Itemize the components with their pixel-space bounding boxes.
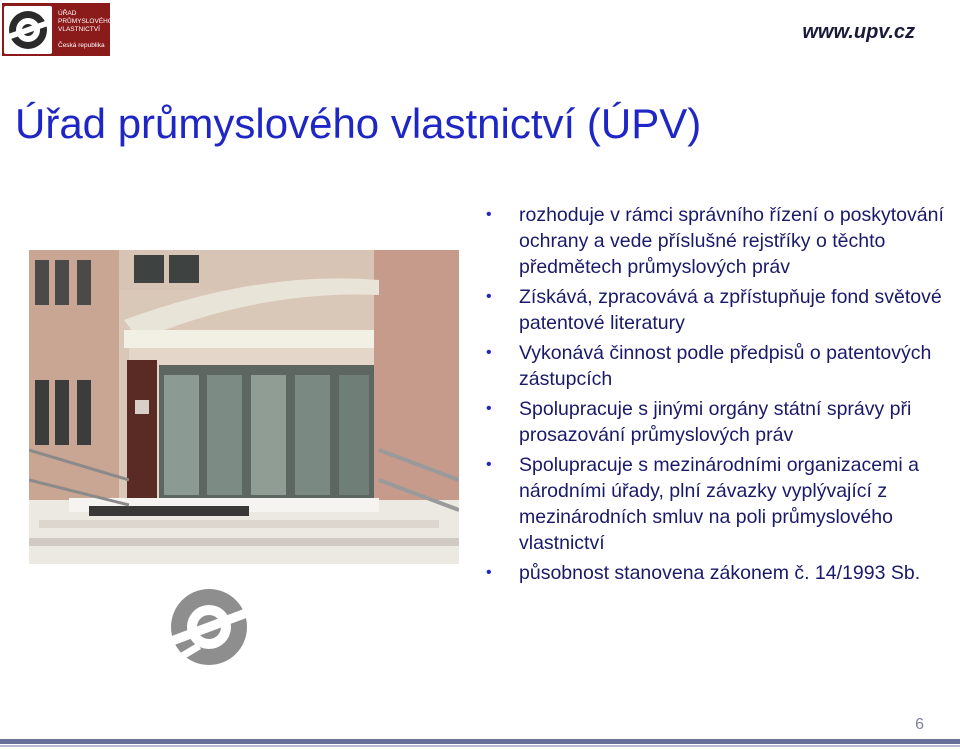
bullet-item: • působnost stanovena zákonem č. 14/1993 Sb. — [486, 560, 956, 586]
footer-divider-light — [0, 745, 960, 747]
page-number: 6 — [915, 716, 924, 733]
bullet-item: • rozhoduje v rámci správního řízení o poskytování ochrany a vede příslušné rejstříky o těchto předmětech průmyslových práv — [486, 202, 956, 280]
website-url: www.upv.cz — [802, 21, 915, 43]
logo-text: ÚŘAD PRŮMYSLOVÉHO VLASTNICTVÍ Česká republika — [58, 9, 113, 49]
slide-title: Úřad průmyslového vlastnictví (ÚPV) — [15, 100, 702, 147]
bullet-item: • Spolupracuje s jinými orgány státní správy při prosazování průmyslových práv — [486, 396, 956, 448]
upv-logo — [2, 3, 113, 56]
building-entrance-photo — [29, 250, 459, 564]
bullet-item: • Spolupracuje s mezinárodními organizacemi a národními úřady, plní závazky vyplývající z mezinárodních smluv na poli průmyslového vlastnictví — [486, 452, 956, 556]
upv-emblem-icon — [167, 585, 251, 669]
bullet-item: • Získává, zpracovává a zpřístupňuje fond světové patentové literatury — [486, 284, 956, 336]
bullet-item: • Vykonává činnost podle předpisů o patentových zástupcích — [486, 340, 956, 392]
footer-divider — [0, 739, 960, 744]
bullet-list — [486, 202, 956, 590]
upv-logo-mark-icon — [4, 6, 52, 54]
